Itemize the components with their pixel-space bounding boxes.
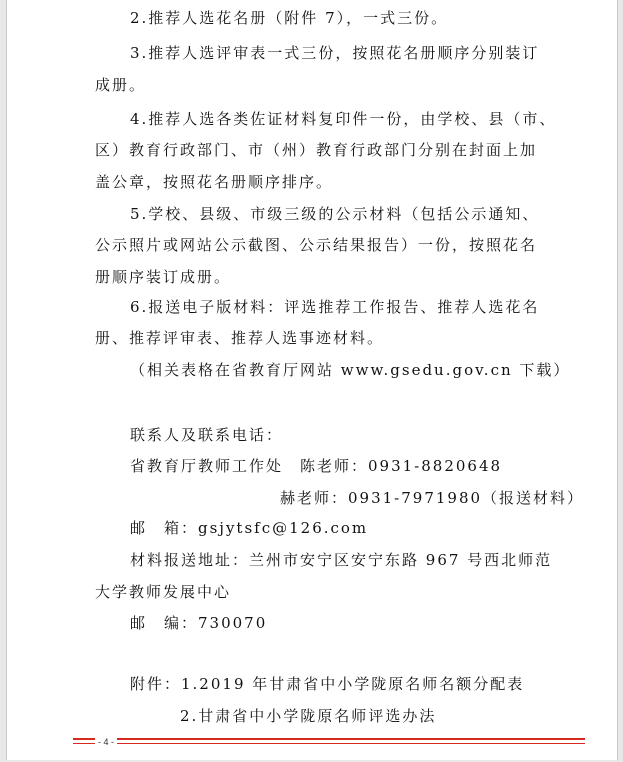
- text-line: （相关表格在省教育厅网站 www.gsedu.gov.cn 下载）: [130, 361, 571, 379]
- text-line: 公示照片或网站公示截图、公示结果报告）一份，按照花名: [95, 236, 538, 254]
- text-line: 盖公章，按照花名册顺序排序。: [95, 173, 334, 191]
- text-line: 册顺序装订成册。: [95, 268, 232, 286]
- address-line: 材料报送地址：兰州市安宁区安宁东路 967 号西北师范: [130, 551, 553, 569]
- text-line: 5.学校、县级、市级三级的公示材料（包括公示通知、: [130, 205, 540, 223]
- footer-rule-thin: [73, 743, 585, 744]
- text-line: 成册。: [95, 76, 147, 94]
- email-line: 邮 箱：gsjytsfc@126.com: [130, 519, 369, 537]
- text-line: 3.推荐人选评审表一式三份，按照花名册顺序分别装订: [130, 44, 540, 62]
- address-line: 大学教师发展中心: [95, 583, 232, 601]
- contact-heading: 联系人及联系电话：: [130, 426, 284, 444]
- contact-line: 赫老师：0931-7971980（报送材料）: [280, 489, 585, 507]
- text-line: 2.推荐人选花名册（附件 7），一式三份。: [130, 9, 449, 27]
- page-number: - 4 -: [95, 737, 117, 747]
- attachment-line: 2.甘肃省中小学陇原名师评选办法: [180, 707, 437, 725]
- footer-rule: [73, 738, 585, 740]
- text-line: 册、推荐评审表、推荐人选事迹材料。: [95, 329, 385, 347]
- document-page: [6, 0, 618, 760]
- postcode-line: 邮 编：730070: [130, 614, 268, 632]
- text-line: 4.推荐人选各类佐证材料复印件一份，由学校、县（市、: [130, 110, 557, 128]
- text-line: 区）教育行政部门、市（州）教育行政部门分别在封面上加: [95, 141, 538, 159]
- text-line: 6.报送电子版材料：评选推荐工作报告、推荐人选花名: [130, 298, 540, 316]
- contact-line: 省教育厅教师工作处 陈老师：0931-8820648: [130, 457, 503, 475]
- attachment-line: 附件：1.2019 年甘肃省中小学陇原名师名额分配表: [130, 675, 525, 693]
